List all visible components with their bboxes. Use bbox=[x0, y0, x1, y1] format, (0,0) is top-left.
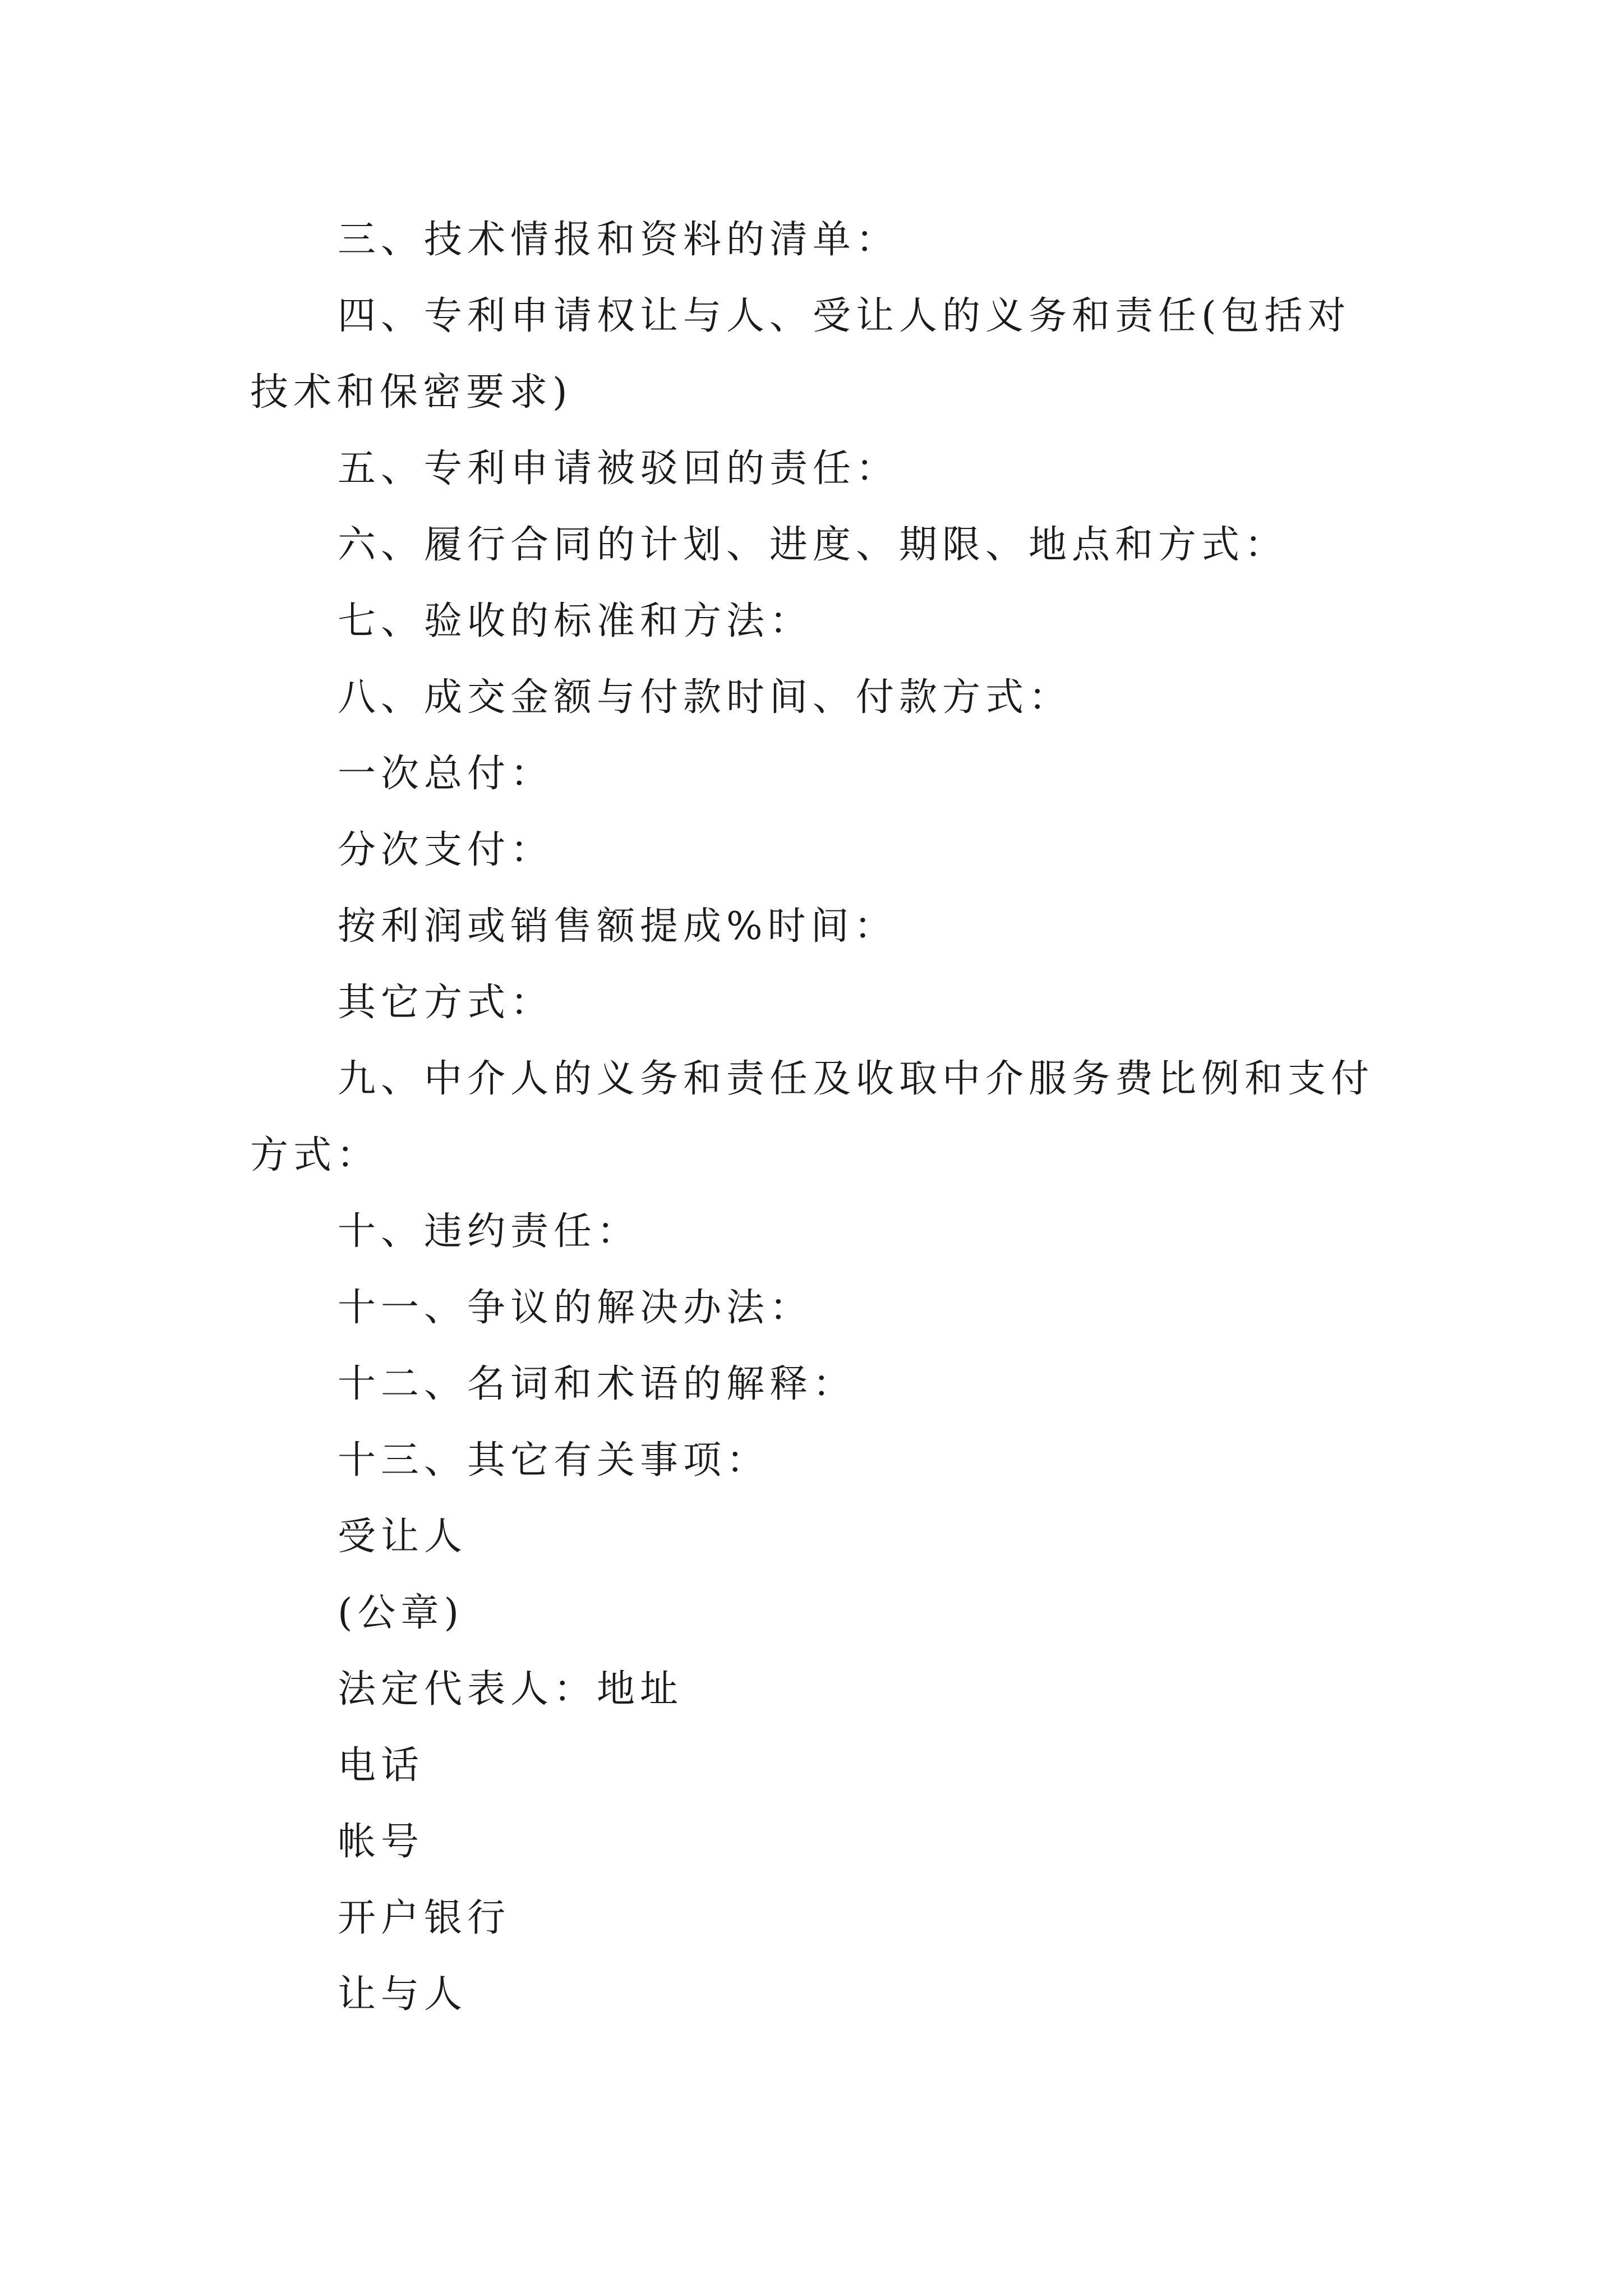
document-body bbox=[250, 202, 1389, 2033]
clause-9-intermediary-obligations: 九、中介人的义务和责任及收取中介服务费比例和支付方式： bbox=[250, 1057, 1375, 1177]
clause-5-rejection-responsibility: 五、专利申请被驳回的责任： bbox=[338, 447, 900, 491]
signature-official-seal: (公章) bbox=[338, 1591, 464, 1635]
clause-10-breach-liability: 十、违约责任： bbox=[338, 1209, 640, 1254]
signature-legal-rep-address: 法定代表人：地址 bbox=[338, 1667, 684, 1711]
clause-7-acceptance-standards: 七、验收的标准和方法： bbox=[338, 599, 813, 643]
signature-assignee: 受让人 bbox=[338, 1515, 468, 1559]
signature-account-number: 帐号 bbox=[338, 1820, 425, 1864]
clause-13-other-matters: 十三、其它有关事项： bbox=[338, 1438, 770, 1483]
clause-3-technical-info-list: 三、技术情报和资料的清单： bbox=[338, 218, 900, 262]
payment-installments: 分次支付： bbox=[338, 828, 554, 872]
clause-8-payment-terms: 八、成交金额与付款时间、付款方式： bbox=[338, 675, 1072, 720]
clause-12-terms-definitions: 十二、名词和术语的解释： bbox=[338, 1362, 856, 1406]
payment-other: 其它方式： bbox=[338, 981, 554, 1025]
clause-6-performance-plan: 六、履行合同的计划、进度、期限、地点和方式： bbox=[338, 523, 1288, 567]
signature-bank: 开户银行 bbox=[338, 1896, 511, 1940]
clause-4-obligations-and-responsibilities: 四、专利申请权让与人、受让人的义务和责任(包括对技术和保密要求) bbox=[250, 294, 1351, 415]
payment-lump-sum: 一次总付： bbox=[338, 752, 554, 796]
payment-royalty: 按利润或销售额提成%时间： bbox=[338, 904, 897, 949]
clause-11-dispute-resolution: 十一、争议的解决办法： bbox=[338, 1286, 813, 1330]
signature-assignor: 让与人 bbox=[338, 1972, 468, 2017]
signature-phone: 电话 bbox=[338, 1743, 425, 1788]
